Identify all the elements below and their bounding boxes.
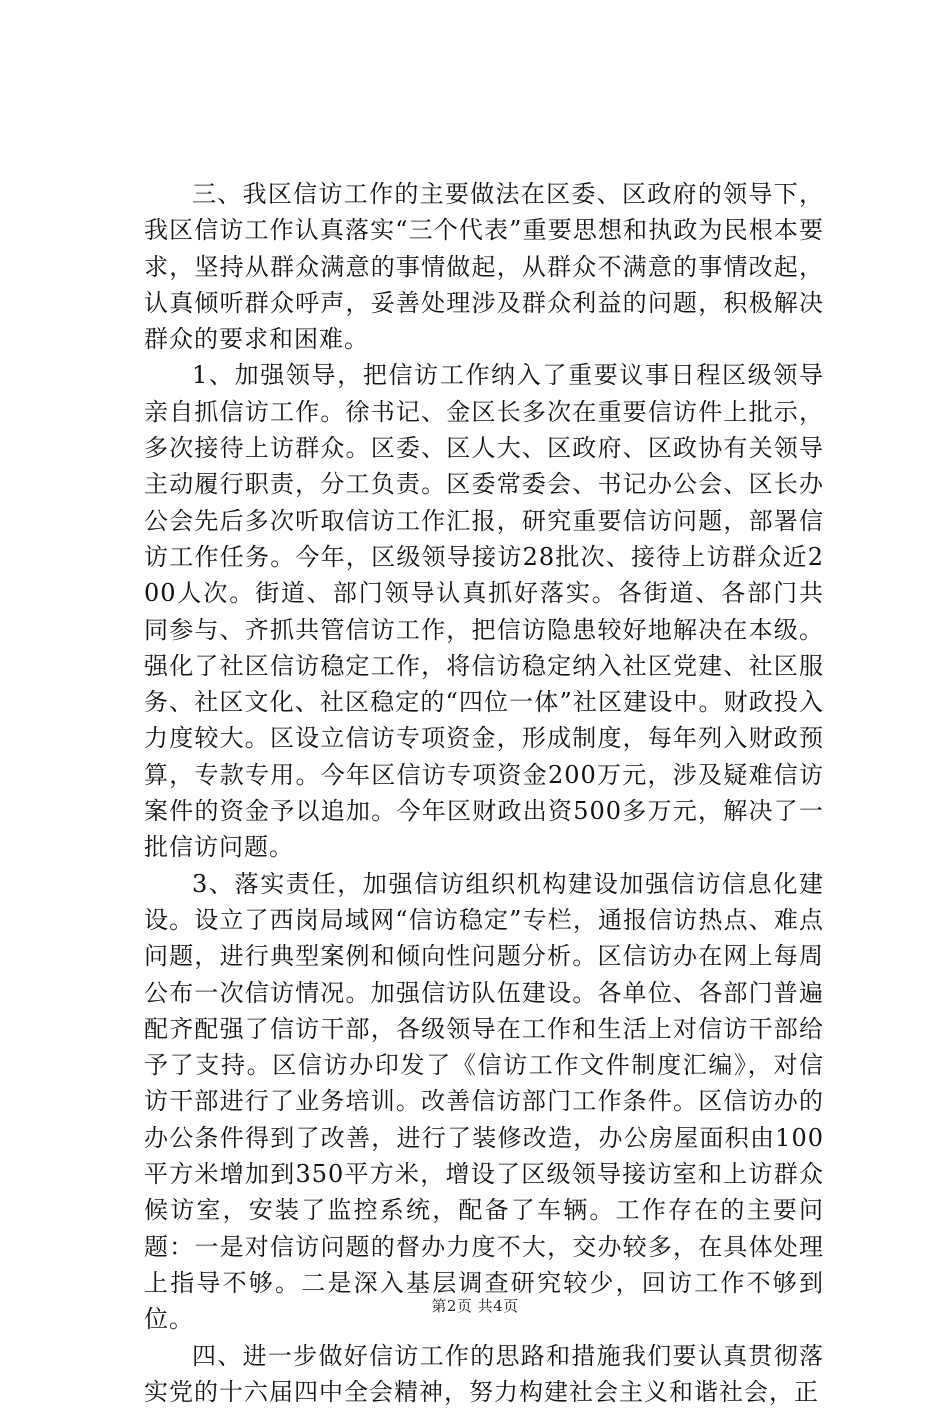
document-body: [144, 176, 824, 1410]
paragraph-item-three: 3、落实责任，加强信访组织机构建设加强信访信息化建设。设立了西岗局域网“信访稳定”专栏，通报信访热点、难点问题，进行典型案例和倾向性问题分析。区信访办在网上每周公布一次信访情况。加强信访队伍建设。各单位、各部门普遍配齐配强了信访干部，各级领导在工作和生活上对信访干部给予了支持。区信访办印发了《信访工作文件制度汇编》，对信访干部进行了业务培训。改善信访部门工作条件。区信访办的办公条件得到了改善，进行了装修改造，办公房屋面积由100平方米增加到350平方米，增设了区级领导接访室和上访群众候访室，安装了监控系统，配备了车辆。工作存在的主要问题：一是对信访问题的督办力度不大，交办较多，在具体处理上指导不够。二是深入基层调查研究较少，回访工作不够到位。: [144, 866, 824, 1338]
paragraph-section-three: 三、我区信访工作的主要做法在区委、区政府的领导下，我区信访工作认真落实“三个代表”重要思想和执政为民根本要求，坚持从群众满意的事情做起，从群众不满意的事情改起，认真倾听群众呼声，妥善处理涉及群众利益的问题，积极解决群众的要求和困难。: [144, 176, 824, 357]
paragraph-item-one: 1、加强领导，把信访工作纳入了重要议事日程区级领导亲自抓信访工作。徐书记、金区长多次在重要信访件上批示，多次接待上访群众。区委、区人大、区政府、区政协有关领导主动履行职责，分工负责。区委常委会、书记办公会、区长办公会先后多次听取信访工作汇报，研究重要信访问题，部署信访工作任务。今年，区级领导接访28批次、接待上访群众近200人次。街道、部门领导认真抓好落实。各街道、各部门共同参与、齐抓共管信访工作，把信访隐患较好地解决在本级。强化了社区信访稳定工作，将信访稳定纳入社区党建、社区服务、社区文化、社区稳定的“四位一体”社区建设中。财政投入力度较大。区设立信访专项资金，形成制度，每年列入财政预算，专款专用。今年区信访专项资金200万元，涉及疑难信访案件的资金予以追加。今年区财政出资500多万元，解决了一批信访问题。: [144, 357, 824, 865]
page-number-footer: 第2页 共4页: [0, 1296, 950, 1316]
paragraph-section-four: 四、进一步做好信访工作的思路和措施我们要认真贯彻落实党的十六届四中全会精神，努力构建社会主义和谐社会，正: [144, 1338, 824, 1410]
